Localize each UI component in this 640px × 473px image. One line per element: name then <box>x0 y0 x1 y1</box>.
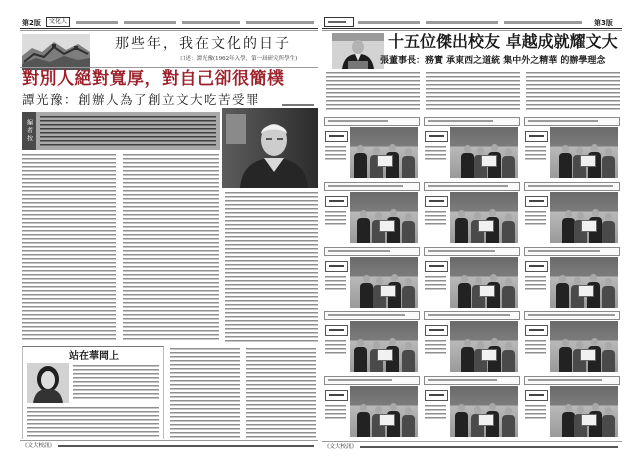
person-figure <box>360 283 373 308</box>
editor-note-label: 編者按 <box>22 112 36 150</box>
body-text-column <box>22 154 116 342</box>
alumni-note-text <box>425 340 446 354</box>
alumni-card <box>322 310 422 374</box>
person-figure <box>602 286 615 308</box>
alumni-note-text <box>425 276 446 290</box>
award-photo <box>450 192 518 243</box>
header-text <box>504 21 582 24</box>
chairman-photo <box>332 33 384 69</box>
certificate <box>578 285 594 297</box>
alumni-note-text <box>525 340 546 354</box>
alumni-note-text <box>525 146 546 160</box>
person-figure <box>402 415 415 437</box>
alumni-name-label <box>425 196 448 207</box>
alumni-award-grid <box>322 116 622 440</box>
certificate <box>581 220 597 232</box>
alumni-name-label <box>525 131 548 142</box>
alumni-name-label <box>325 196 348 207</box>
side-column-text <box>73 365 159 401</box>
header-rule <box>322 30 622 31</box>
person-figure <box>461 347 474 372</box>
certificate <box>580 155 596 167</box>
body-text-column <box>246 348 316 438</box>
award-caption <box>424 117 520 126</box>
section-label: 文化人 <box>46 17 70 27</box>
alumni-name-label <box>325 131 348 142</box>
alumni-note-text <box>525 276 546 290</box>
award-photo <box>350 386 418 437</box>
person-figure <box>402 350 415 372</box>
alumni-card <box>422 246 522 310</box>
interviewee-photo <box>222 108 318 188</box>
body-text-column <box>225 192 318 342</box>
alumni-card <box>522 375 622 439</box>
alumni-card <box>522 181 622 245</box>
award-caption <box>424 247 520 256</box>
footer-publication: 《文大校訊》 <box>22 443 56 449</box>
right-page <box>322 16 622 456</box>
alumni-name-label <box>525 196 548 207</box>
person-figure <box>502 350 515 372</box>
alumni-card <box>322 181 422 245</box>
columnist-photo <box>27 363 69 403</box>
divider <box>20 67 318 68</box>
alumni-note-text <box>325 276 346 290</box>
alumni-card <box>522 116 622 180</box>
certificate <box>481 155 497 167</box>
person-figure <box>559 347 572 372</box>
award-photo <box>450 321 518 372</box>
headline: 對別人絕對寬厚，對自己卻很簡樸 <box>22 69 285 89</box>
award-photo <box>450 127 518 178</box>
person-figure <box>458 283 471 308</box>
award-photo <box>550 127 618 178</box>
alumni-card <box>322 375 422 439</box>
byline: 口述：譚光豫(1962年入學，第一屆研究所學生) <box>180 56 298 62</box>
alumni-note-text <box>325 146 346 160</box>
award-caption <box>324 117 420 126</box>
award-caption <box>524 376 620 385</box>
award-caption <box>524 247 620 256</box>
award-caption <box>324 311 420 320</box>
award-photo <box>450 386 518 437</box>
award-caption <box>424 311 520 320</box>
certificate <box>478 414 494 426</box>
subheadline: 譚光豫：創辦人為了創立文大吃苦受罪 <box>22 92 261 107</box>
certificate <box>481 349 497 361</box>
body-text-column <box>123 154 219 342</box>
person-figure <box>402 221 415 243</box>
person-figure <box>602 156 615 178</box>
body-text-column <box>526 72 620 112</box>
header-rule <box>322 28 622 29</box>
side-column-box <box>22 346 164 439</box>
footer-rule <box>20 440 318 441</box>
award-caption <box>424 182 520 191</box>
footer-text <box>360 446 618 448</box>
side-column-title: 站在華岡上 <box>69 351 119 362</box>
alumni-note-text <box>325 405 346 419</box>
certificate <box>379 220 395 232</box>
alumni-card <box>522 310 622 374</box>
person-figure <box>502 156 515 178</box>
alumni-card <box>422 181 522 245</box>
person-figure <box>502 415 515 437</box>
header-text <box>124 21 176 24</box>
alumni-name-label <box>525 390 548 401</box>
person-figure <box>354 153 367 178</box>
alumni-note-text <box>325 211 346 225</box>
alumni-card <box>522 246 622 310</box>
award-photo <box>550 386 618 437</box>
award-photo <box>350 192 418 243</box>
header-rule <box>20 30 318 31</box>
header-text <box>358 21 420 24</box>
alumni-note-text <box>525 405 546 419</box>
body-text-column <box>426 72 520 112</box>
award-caption <box>524 311 620 320</box>
header-text <box>246 21 314 24</box>
recorder-credit <box>282 104 314 106</box>
alumni-card <box>422 310 522 374</box>
header-rule <box>20 28 318 29</box>
certificate <box>377 349 393 361</box>
subheadline: 張董事長：務實 承東西之道統 集中外之精華 的辦學理念 <box>380 56 606 66</box>
award-photo <box>350 127 418 178</box>
great-wall-photo <box>22 34 90 70</box>
body-text-column <box>326 72 420 112</box>
person-figure <box>461 153 474 178</box>
side-column-text <box>27 407 159 437</box>
award-caption <box>424 376 520 385</box>
page-number: 第2版 <box>22 19 41 27</box>
award-caption <box>524 117 620 126</box>
award-photo <box>550 257 618 308</box>
footer-publication: 《文大校訊》 <box>324 444 358 450</box>
editor-note-box <box>22 112 220 150</box>
alumni-name-label <box>425 131 448 142</box>
alumni-name-label <box>325 325 348 336</box>
person-figure <box>455 218 468 243</box>
award-caption <box>324 182 420 191</box>
person-figure <box>502 221 515 243</box>
person-figure <box>357 412 370 437</box>
alumni-name-label <box>425 325 448 336</box>
person-figure <box>455 412 468 437</box>
award-photo <box>350 321 418 372</box>
award-caption <box>324 247 420 256</box>
certificate <box>478 220 494 232</box>
person-figure <box>502 286 515 308</box>
section-label-box <box>324 17 354 27</box>
alumni-card <box>322 246 422 310</box>
certificate <box>581 414 597 426</box>
person-figure <box>559 153 572 178</box>
body-text-column <box>170 348 240 438</box>
alumni-name-label <box>525 261 548 272</box>
certificate <box>377 155 393 167</box>
alumni-card <box>322 116 422 180</box>
certificate <box>580 349 596 361</box>
person-figure <box>556 283 569 308</box>
alumni-name-label <box>425 390 448 401</box>
header-text <box>76 21 118 24</box>
alumni-note-text <box>525 211 546 225</box>
footer-rule <box>322 441 622 442</box>
person-figure <box>402 156 415 178</box>
person-figure <box>357 218 370 243</box>
header-text <box>182 21 240 24</box>
header-text <box>426 21 498 24</box>
column-header-title: 那些年，我在文化的日子 <box>115 36 291 52</box>
person-figure <box>602 350 615 372</box>
award-caption <box>524 182 620 191</box>
alumni-note-text <box>425 211 446 225</box>
award-photo <box>450 257 518 308</box>
award-caption <box>324 376 420 385</box>
alumni-name-label <box>425 261 448 272</box>
alumni-name-label <box>325 261 348 272</box>
award-photo <box>550 192 618 243</box>
alumni-note-text <box>325 340 346 354</box>
alumni-card <box>422 375 522 439</box>
certificate <box>380 285 396 297</box>
footer-text <box>58 445 314 447</box>
editor-note-text <box>40 116 216 147</box>
person-figure <box>602 221 615 243</box>
certificate <box>479 285 495 297</box>
person-figure <box>602 415 615 437</box>
alumni-name-label <box>525 325 548 336</box>
alumni-note-text <box>425 146 446 160</box>
page-number: 第3版 <box>594 19 613 27</box>
award-photo <box>350 257 418 308</box>
alumni-card <box>422 116 522 180</box>
person-figure <box>402 286 415 308</box>
certificate <box>379 414 395 426</box>
alumni-note-text <box>425 405 446 419</box>
award-photo <box>550 321 618 372</box>
left-page <box>20 16 318 456</box>
alumni-name-label <box>325 390 348 401</box>
person-figure <box>354 347 367 372</box>
headline: 十五位傑出校友 卓越成就耀文大 <box>388 32 618 51</box>
